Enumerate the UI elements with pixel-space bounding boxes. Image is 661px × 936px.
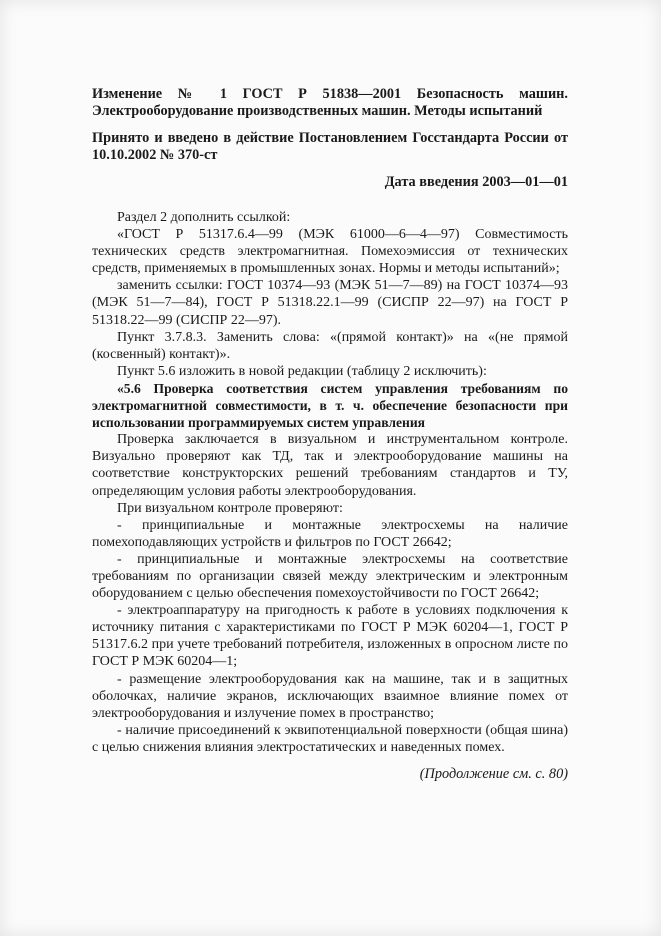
list-item: - размещение электрооборудования как на машине, так и в защитных оболочках, наличие экранов, исключающих взаимное влияние помех от электрооборудования и излучение помех в пространство; <box>92 671 568 721</box>
paragraph-replace-references: заменить ссылки: ГОСТ 10374—93 (МЭК 51—7—89) на ГОСТ 10374—93 (МЭК 51—7—84), ГОСТ Р 51318.22.1—99 (СИСПР 22—97) на ГОСТ Р 51318.22—99 (СИСПР 22—97). <box>92 278 568 328</box>
list-item: - принципиальные и монтажные электросхемы на соответствие требованиям по организации связей между электрическим и электронным оборудованием с целью обеспечения помехоустойчивости по ГОСТ 26642; <box>92 551 568 602</box>
list-item: - электроаппаратуру на пригодность к работе в условиях подключения к источнику питания с характеристиками по ГОСТ Р МЭК 60204—1, ГОСТ Р 51317.6.2 при учете требований потребителя, изложенных в опросном листе по ГОСТ Р МЭК 60204—1; <box>92 603 568 670</box>
paragraph-visual-check: При визуальном контроле проверяют: <box>117 500 343 516</box>
document-content <box>92 86 568 783</box>
adoption-note: Принято и введено в действие Постановлением Госстандарта России от 10.10.2002 № 370-ст <box>92 130 568 163</box>
paragraph-5-6-heading: «5.6 Проверка соответствия систем управления требованиям по электромагнитной совместимости, в т. ч. обеспечение безопасности при использовании программируемых систем управления <box>92 380 568 431</box>
paragraph-item-5-6: Пункт 5.6 изложить в новой редакции (таблицу 2 исключить): <box>117 363 487 379</box>
list-item: - принципиальные и монтажные электросхемы на наличие помехоподавляющих устройств и фильтров по ГОСТ 26642; <box>92 517 568 550</box>
paragraph-inspection: Проверка заключается в визуальном и инструментальном контроле. Визуально проверяют как ТД, так и электрооборудование машины на соответствие конструкторских решений требованиям стандартов и ТУ, определяющим условия работы электрооборудования. <box>92 432 568 499</box>
paragraph-gost-reference: «ГОСТ Р 51317.6.4—99 (МЭК 61000—6—4—97) Совместимость технических средств электромагнитная. Помехоэмиссия от технических средств, применяемых в промышленных зонах. Нормы и методы испытаний»; <box>92 227 568 277</box>
paragraph-item-3-7-8-3: Пункт 3.7.8.3. Заменить слова: «(прямой контакт)» на «(не прямой (косвенный) контакт)». <box>92 329 568 362</box>
continued-note: (Продолжение см. с. 80) <box>419 766 568 782</box>
effective-date: Дата введения 2003—01—01 <box>384 174 568 190</box>
paragraph-section-2: Раздел 2 дополнить ссылкой: <box>117 210 291 225</box>
document-body <box>92 209 568 756</box>
document-title: Изменение № 1 ГОСТ Р 51838—2001 Безопасность машин. Электрооборудование производственных машин. Методы испытаний <box>92 86 568 119</box>
list-item: - наличие присоединений к эквипотенциальной поверхности (общая шина) с целью снижения влияния электростатических и наведенных помех. <box>92 722 568 755</box>
